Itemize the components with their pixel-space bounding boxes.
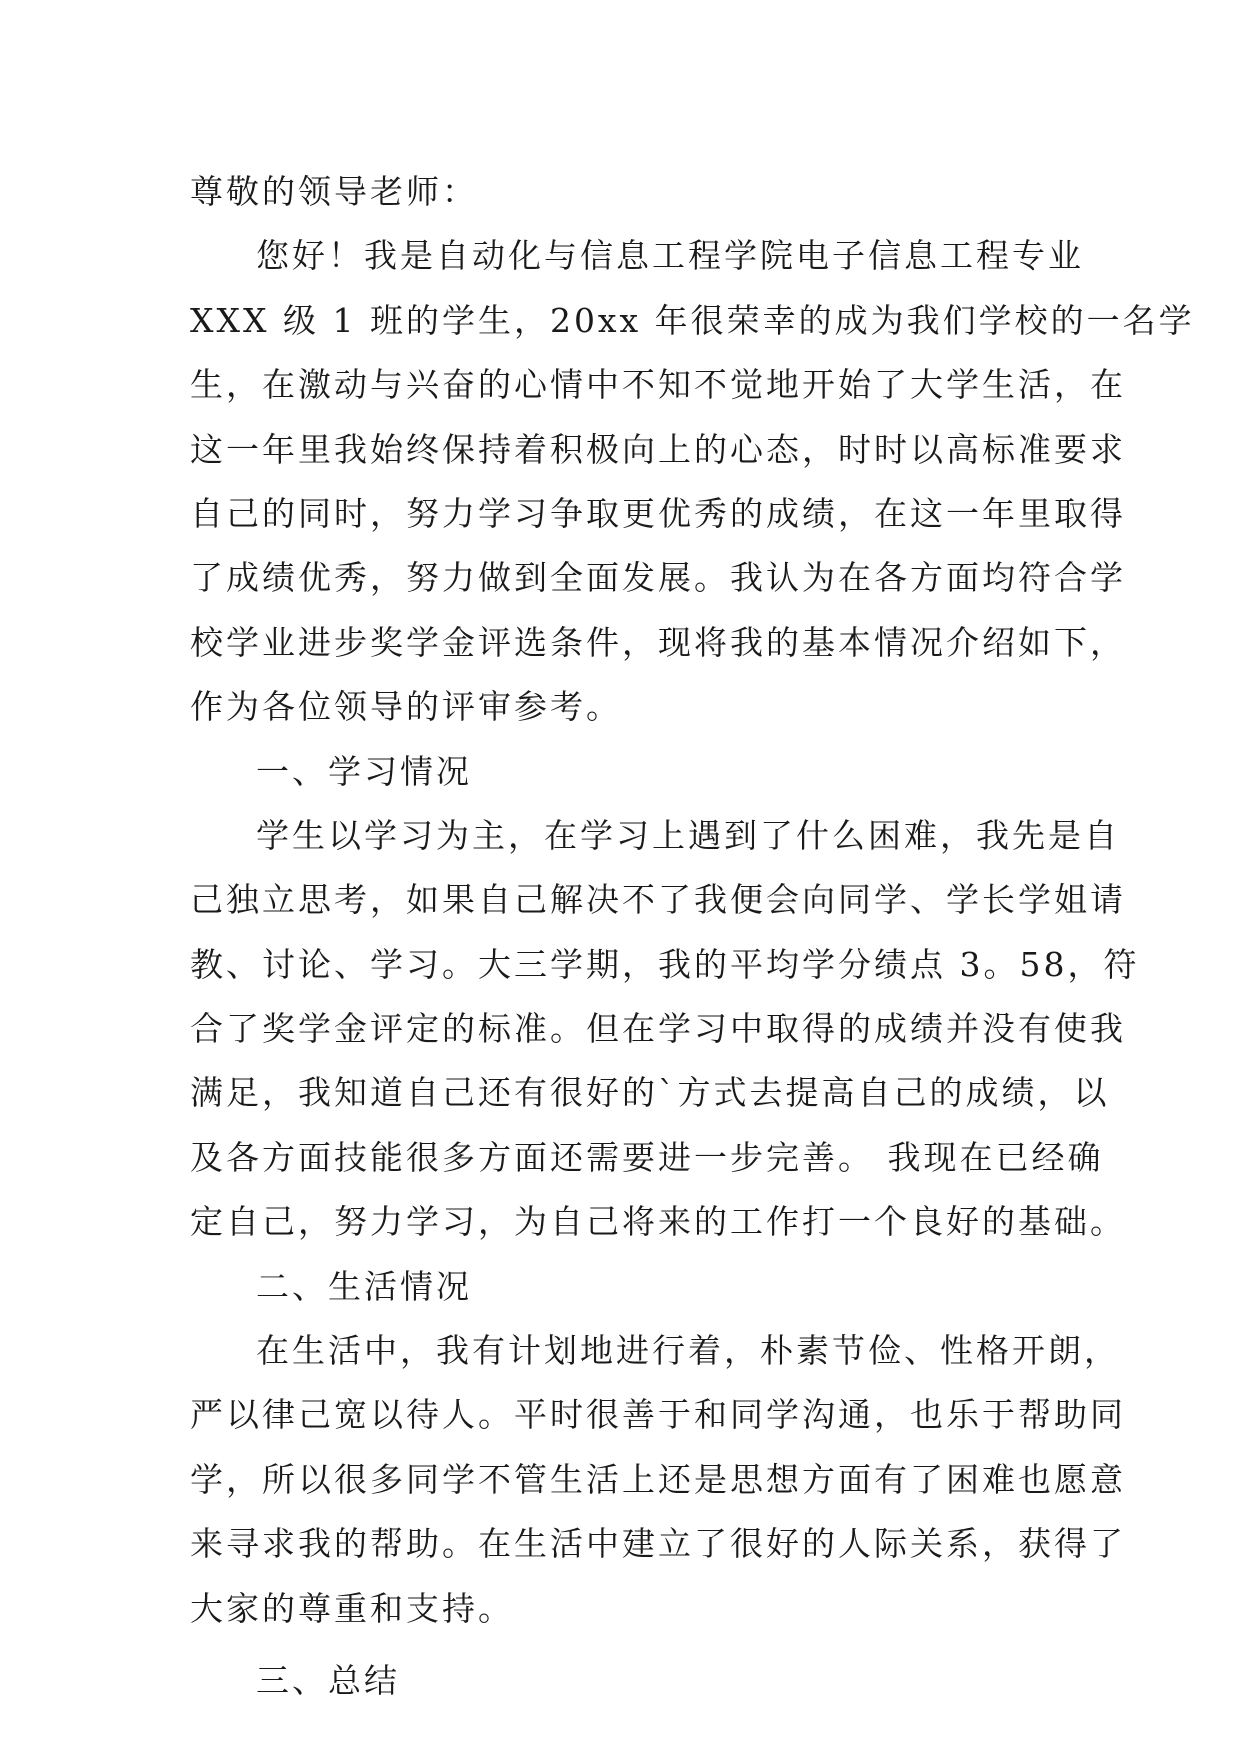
intro-line: 您好！我是自动化与信息工程学院电子信息工程专业: [256, 236, 1084, 276]
intro-line: 校学业进步奖学金评选条件，现将我的基本情况介绍如下，: [190, 622, 1126, 662]
study-line: 满足，我知道自己还有很好的`方式去提高自己的成绩，以: [190, 1073, 1110, 1113]
study-line: 及各方面技能很多方面还需要进一步完善。 我现在已经确: [190, 1137, 1104, 1177]
section-heading-study: 一、学习情况: [256, 751, 472, 791]
intro-line: 了成绩优秀，努力做到全面发展。我认为在各方面均符合学: [190, 558, 1126, 598]
salutation: 尊敬的领导老师：: [190, 172, 478, 211]
life-line: 在生活中，我有计划地进行着，朴素节俭、性格开朗，: [256, 1331, 1120, 1371]
life-line: 来寻求我的帮助。在生活中建立了很好的人际关系，获得了: [190, 1524, 1126, 1564]
intro-line: 这一年里我始终保持着积极向上的心态，时时以高标准要求: [190, 429, 1126, 469]
study-line: 学生以学习为主，在学习上遇到了什么困难，我先是自: [256, 815, 1120, 855]
intro-line: 生，在激动与兴奋的心情中不知不觉地开始了大学生活，在: [190, 365, 1126, 405]
life-line: 严以律己宽以待人。平时很善于和同学沟通，也乐于帮助同: [190, 1395, 1126, 1435]
study-line: 合了奖学金评定的标准。但在学习中取得的成绩并没有使我: [190, 1009, 1126, 1049]
life-line: 大家的尊重和支持。: [190, 1588, 514, 1628]
intro-line: XXX 级 1 班的学生，20xx 年很荣幸的成为我们学校的一名学: [190, 300, 1195, 340]
life-line: 学，所以很多同学不管生活上还是思想方面有了困难也愿意: [190, 1459, 1126, 1499]
study-line: 定自己，努力学习，为自己将来的工作打一个良好的基础。: [190, 1202, 1126, 1242]
intro-line: 自己的同时，努力学习争取更优秀的成绩，在这一年里取得: [190, 493, 1126, 533]
intro-line: 作为各位领导的评审参考。: [190, 687, 622, 727]
study-line: 教、讨论、学习。大三学期，我的平均学分绩点 3。58，符: [190, 944, 1140, 984]
letter-body: [190, 160, 1195, 1713]
section-heading-summary: 三、总结: [256, 1660, 400, 1700]
section-heading-life: 二、生活情况: [256, 1266, 472, 1306]
study-line: 己独立思考，如果自己解决不了我便会向同学、学长学姐请: [190, 880, 1126, 920]
